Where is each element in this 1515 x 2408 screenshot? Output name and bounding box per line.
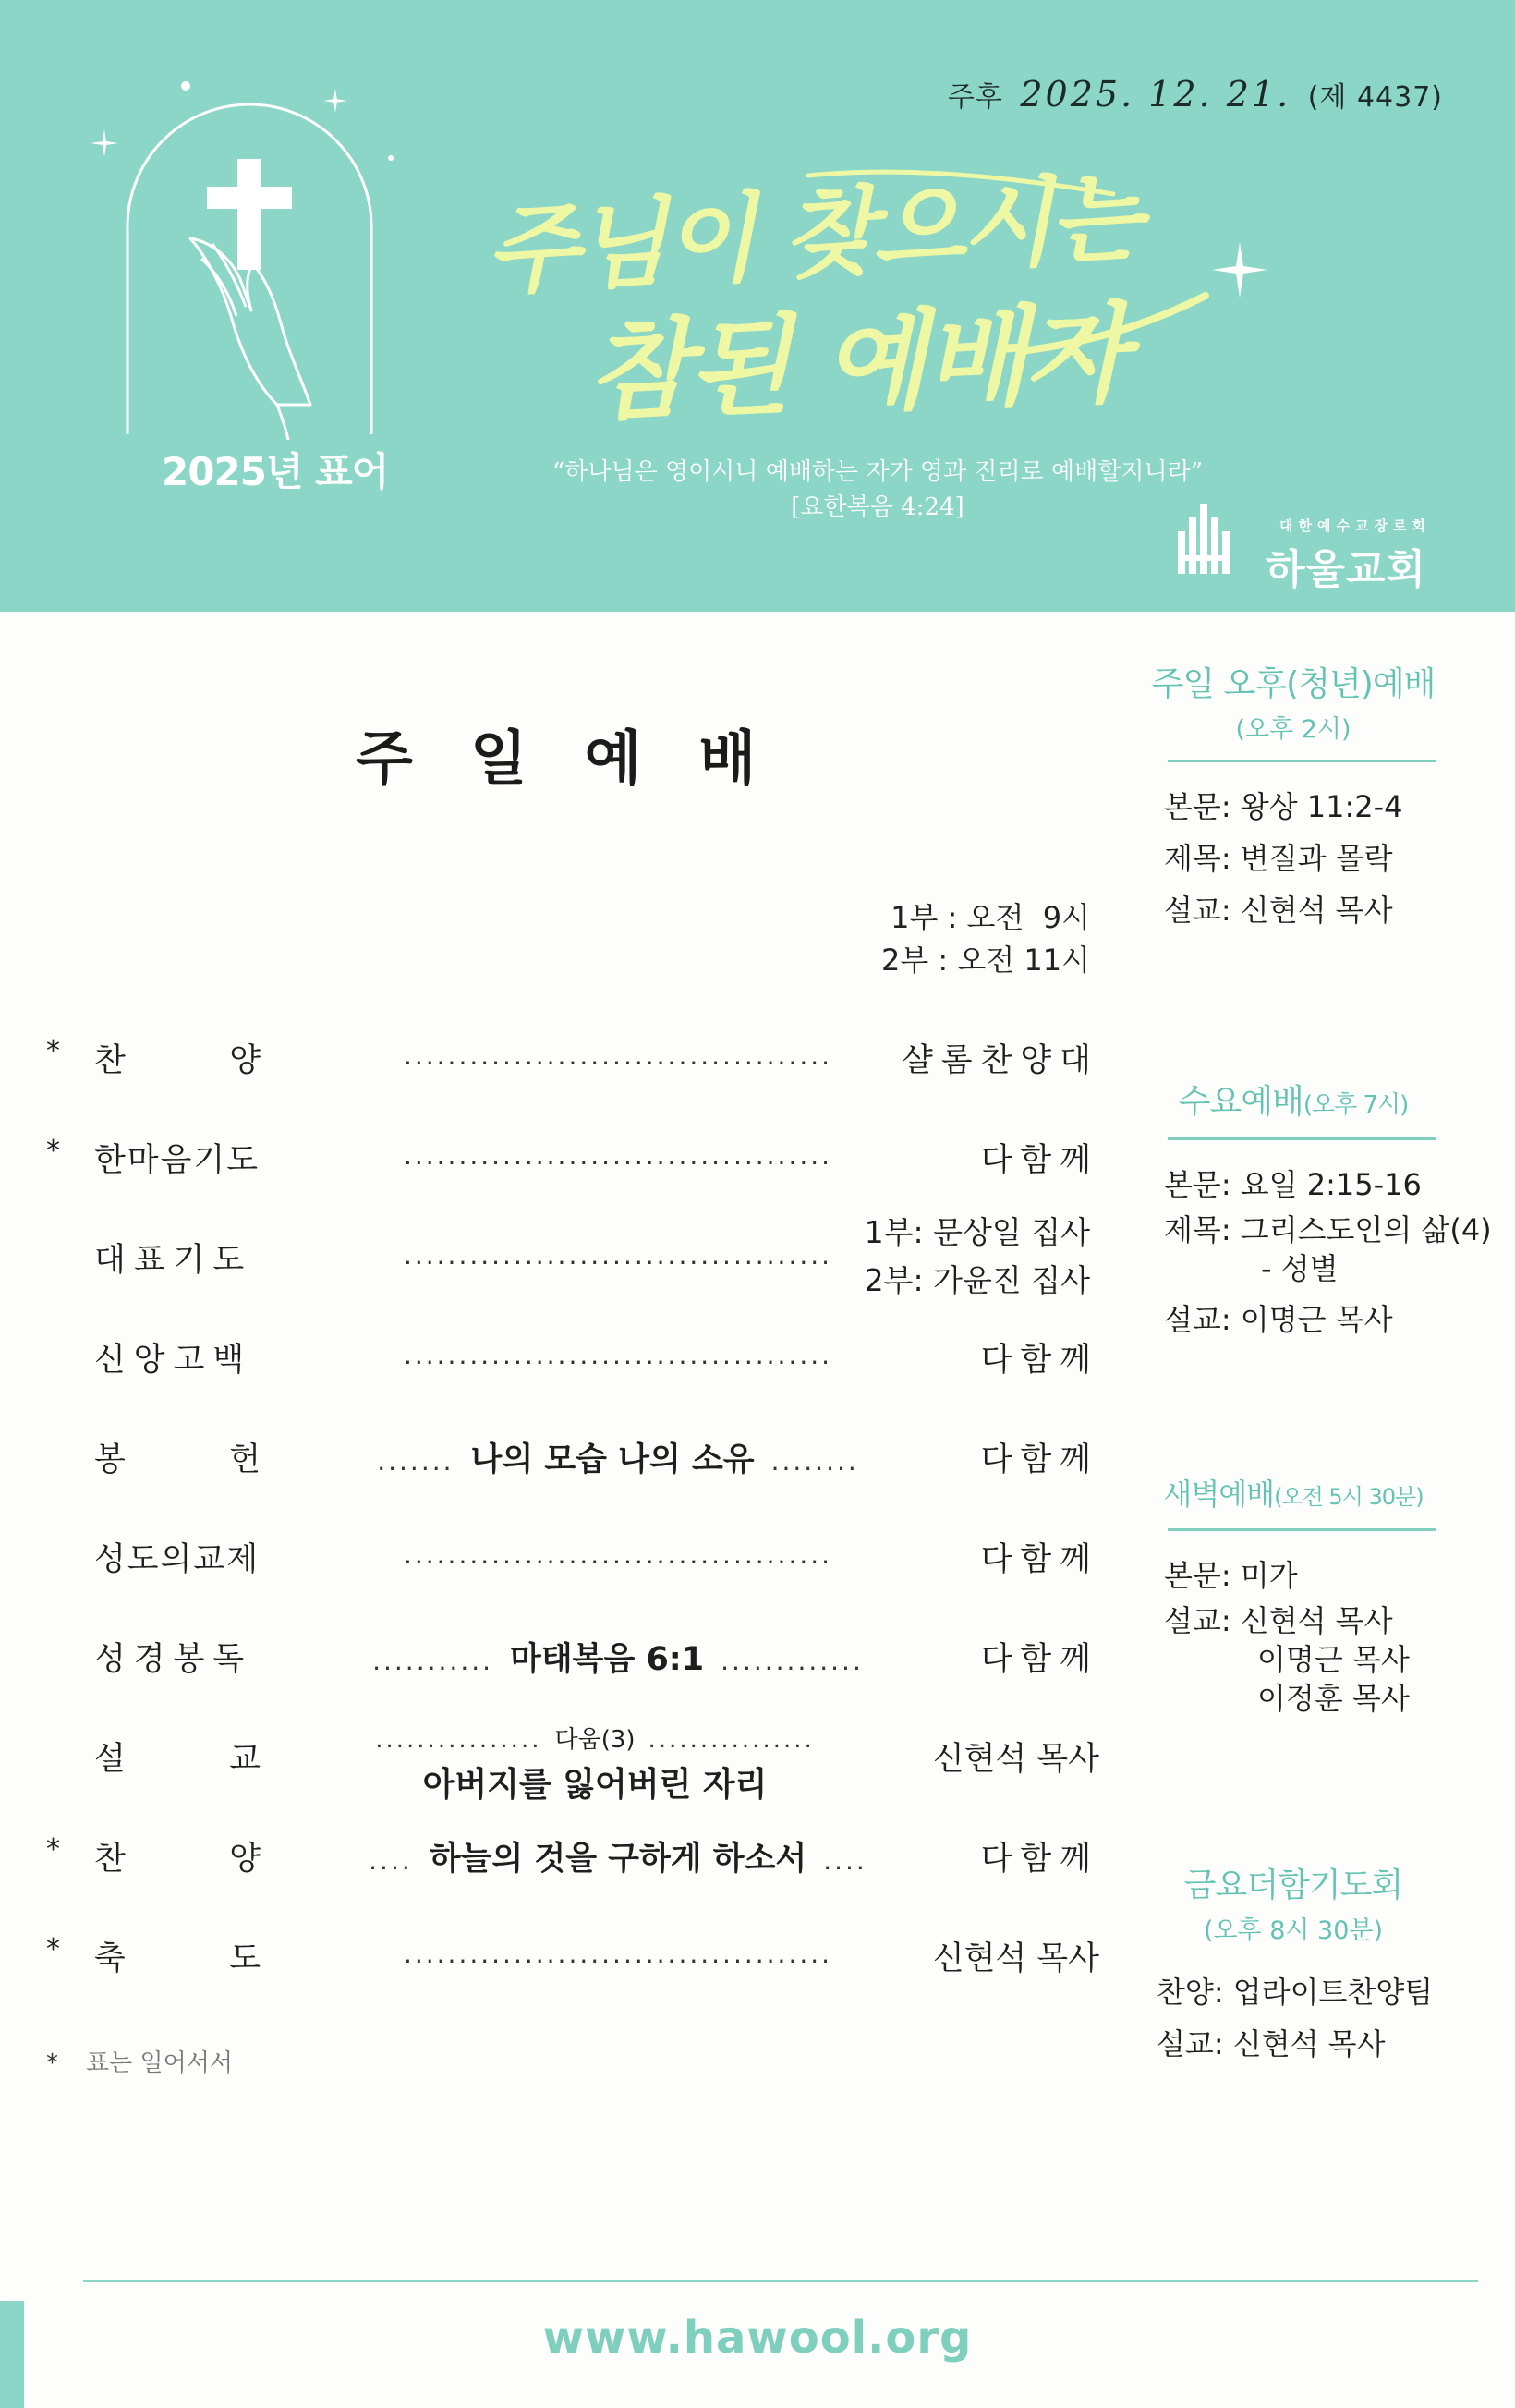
leader-dots: ....................................... [403,1140,833,1171]
standing-mark: * [46,1833,60,1866]
leader-dots: ....................................... [403,1240,833,1271]
dawn-preacher-2: 이명근 목사 [1257,1642,1410,1677]
issue-info [948,74,1443,115]
leader-dots: ....................................... [403,1939,833,1969]
edge-decoration [0,2301,24,2408]
standing-mark: * [46,2049,58,2077]
divider [1168,1528,1436,1531]
footer-divider [83,2280,1478,2282]
dot-decoration [388,155,394,161]
order-leader: 다함께 [980,1441,1099,1478]
service-time-2: 2부 : 오전 11시 [880,943,1090,978]
order-label: 봉 헌 [94,1441,261,1478]
hymn-title: .... 하늘의 것을 구하게 하소서 .... [369,1841,867,1878]
youth-service-title: 주일 오후(청년)예배 [1151,665,1436,703]
wednesday-service-box [1136,1076,1492,1345]
theme-line-1: 주님이 찾으시는 [482,160,1142,309]
youth-service-box [1136,658,1450,936]
order-leader: 다함께 [980,1142,1099,1179]
friday-prayer-box [1136,1859,1450,2070]
order-leader: 신현석 목사 [932,1940,1099,1977]
wednesday-subject: 제목: 그리스도인의 삶(4) [1164,1212,1492,1247]
dawn-service-box [1136,1471,1450,1718]
theme-line-2: 참된 예배자 [585,290,1128,436]
youth-service-time: (오후 2시) [1235,715,1351,744]
order-row-offering [46,1434,1099,1490]
friday-preacher: 설교: 신현석 목사 [1157,2026,1386,2061]
standing-mark: * [46,1035,60,1067]
divider [1168,760,1436,762]
order-row-praise [46,1035,1099,1090]
order-leader: 샬롬찬양대 [901,1042,1099,1079]
order-leader: 신현석 목사 [932,1741,1099,1778]
order-label: 대표기도 [94,1242,253,1279]
order-row-scripture [46,1634,1099,1689]
order-row-fellowship [46,1534,1099,1589]
prayer-leader-1: 1부: 문상일 집사 [864,1214,1090,1250]
friday-prayer-time: (오후 8시 30분) [1203,1916,1384,1945]
wednesday-subject-cont: - 성별 [1261,1251,1339,1286]
service-time-1: 1부 : 오전 9시 [891,900,1090,935]
order-row-hymn [46,1833,1099,1889]
church-logo-icon [1178,504,1231,578]
dawn-service-title: 새벽예배(오전 5시 30분) [1163,1477,1424,1512]
leader-dots: ....................................... [403,1040,833,1071]
order-leader: 다함께 [980,1541,1099,1578]
leader-dots: ....................................... [403,1539,833,1570]
scripture-reference: ........... 마태복음 6:1 ............. [372,1641,864,1678]
sparkle-icon [323,89,347,113]
issue-number: (제 4437) [1307,81,1443,114]
order-label: 성도의교제 [94,1541,261,1578]
sermon-series-label: 다움(3) [554,1726,636,1754]
theme-title [467,139,1261,436]
order-label: 성경봉독 [94,1641,253,1678]
dot-decoration [181,81,190,91]
friday-prayer-title: 금요더함기도회 [1183,1867,1403,1904]
order-row-creed [46,1334,1099,1390]
standing-mark: * [46,1135,60,1167]
order-row-benediction [46,1933,1099,1988]
order-label: 찬 양 [94,1042,261,1079]
sparkle-icon [91,129,118,157]
verse-reference: [요한복음 4:24] [791,493,964,521]
dawn-preacher-3: 이정훈 목사 [1257,1681,1410,1716]
wednesday-text: 본문: 요일 2:15-16 [1164,1167,1422,1202]
order-label: 찬 양 [94,1841,261,1878]
order-label: 신앙고백 [94,1342,253,1379]
sparkle-icon [1212,242,1267,298]
issue-date: 2025. 12. 21. [1020,74,1291,115]
order-leader: 다함께 [980,1641,1099,1678]
sermon-series: ................ 다움(3) ................ [375,1726,815,1754]
issue-prefix: 주후 [947,81,1003,114]
friday-praise: 찬양: 업라이트찬양팀 [1157,1975,1434,2010]
standing-note [46,2044,233,2078]
wednesday-preacher: 설교: 이명근 목사 [1164,1302,1393,1337]
leader-dots: ....................................... [403,1340,833,1370]
wednesday-service-title: 수요예배(오후 7시) [1178,1083,1409,1121]
divider [1168,1137,1436,1140]
youth-preacher: 설교: 신현석 목사 [1164,893,1393,928]
youth-text: 본문: 왕상 11:2-4 [1164,789,1403,824]
denomination-label: 대한예수교장로회 [1279,517,1431,534]
order-label: 한마음기도 [94,1142,261,1179]
order-leader: 다함께 [980,1342,1099,1379]
motto-label: 2025년 표어 [162,449,389,494]
verse-text: “하나님은 영이시니 예배하는 자가 영과 진리로 예배할지니라” [551,458,1204,486]
website-link[interactable]: www.hawool.org [542,2312,973,2364]
church-name: 하울교회 [1266,546,1427,593]
order-row-unity-prayer [46,1135,1099,1190]
header-banner [0,0,1515,612]
prayer-leader-2: 2부: 가윤진 집사 [864,1262,1090,1298]
order-label: 설 교 [94,1741,261,1778]
standing-mark: * [46,1933,60,1965]
dawn-preacher-1: 설교: 신현석 목사 [1164,1603,1393,1638]
standing-note-text: 표는 일어서서 [86,2049,233,2077]
order-leader: 다함께 [980,1841,1099,1878]
prayer-leaders [865,1209,1090,1305]
sermon-title: 아버지를 잃어버린 자리 [422,1766,768,1804]
youth-subject: 제목: 변질과 몰락 [1164,841,1393,876]
praying-hands-icon [83,74,416,444]
order-label: 축 도 [94,1940,261,1977]
page-title: 주일예배 [356,725,814,794]
dawn-text: 본문: 미가 [1164,1558,1298,1593]
offering-song: ....... 나의 모습 나의 소유 ........ [377,1441,859,1478]
